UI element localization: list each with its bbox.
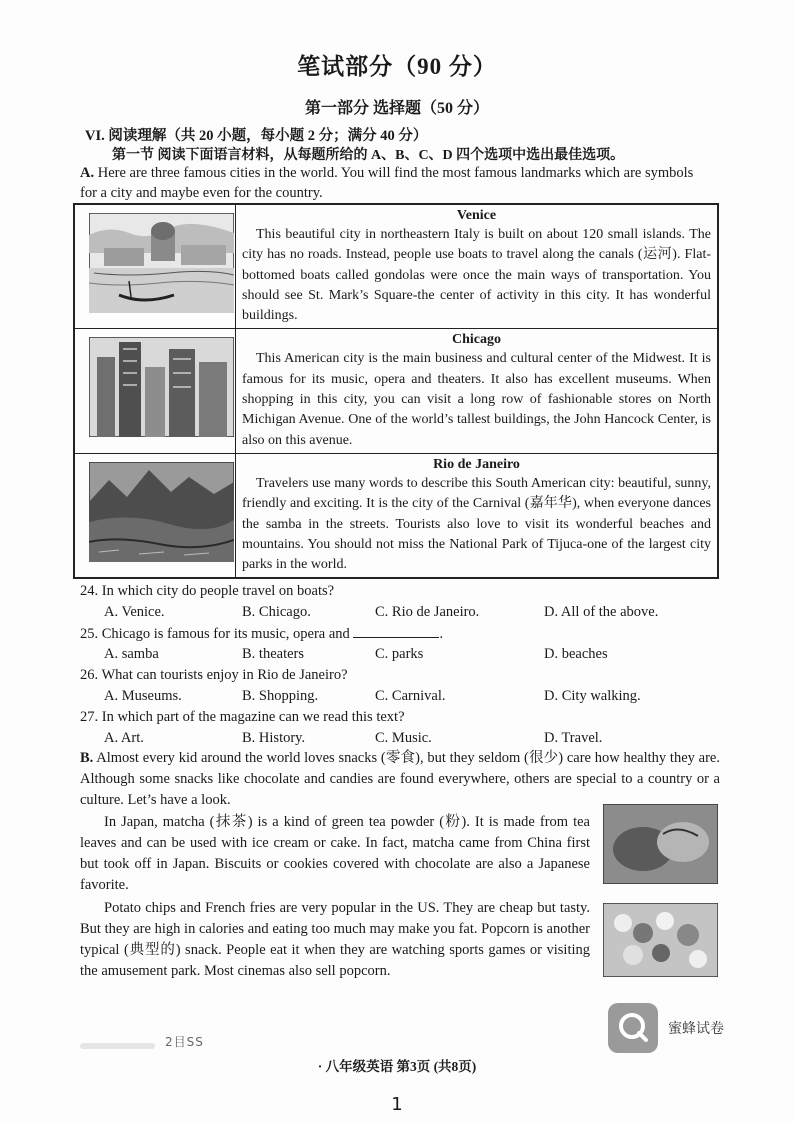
- scan-smudge-text: 2目SS: [165, 1035, 204, 1049]
- part-a-label: A.: [80, 165, 95, 181]
- city-name-chicago: Chicago: [452, 332, 501, 348]
- city-row-rio: [74, 453, 718, 578]
- question-27-stem: 27. In which part of the magazine can we read this text?: [80, 709, 405, 725]
- us-paragraph: Potato chips and French fries are very popular in the US. They are cheap but tasty. But they are high in calories and eating too much may make you fat. Popcorn is another typical (典型的) snack. People eat it when they are watching sports games or visiting the amusement park. Most cinemas also sell popcorn.: [80, 900, 590, 979]
- questions-list: [80, 581, 720, 749]
- part-a-intro: [80, 163, 710, 203]
- venice-photo-cell: [74, 204, 236, 329]
- city-row-chicago: [74, 329, 718, 453]
- page-title: 笔试部分（90 分）: [297, 54, 497, 79]
- popcorn-photo: [603, 903, 718, 977]
- city-description-rio: Travelers use many words to describe this South American city: beautiful, sunny, friendly and exciting. It is the city of the Carnival (嘉年华), when everyone dances the samba in the streets. Tourists also love to visit its wonderful beaches and mountains. You should not miss the National Park of Tijuca-one of the largest city parks in the world.: [242, 475, 711, 573]
- rio-photo: [89, 462, 234, 562]
- option-b: B. History.: [242, 730, 306, 746]
- option-d: D. beaches: [544, 646, 608, 662]
- option-a: A. Venice.: [104, 604, 165, 620]
- matcha-photo: [603, 804, 718, 884]
- question-24-options: [80, 602, 720, 623]
- option-d: D. All of the above.: [544, 604, 659, 620]
- part-one-heading: 第一部分 选择题（50 分）: [304, 100, 489, 117]
- question-26-stem: 26. What can tourists enjoy in Rio de Janeiro?: [80, 667, 348, 683]
- chicago-photo: [89, 337, 234, 437]
- option-a: A. Art.: [104, 730, 144, 746]
- option-b: B. Shopping.: [242, 688, 319, 704]
- city-description-venice: This beautiful city in northeastern Italy is built on about 120 small islands. The city has no roads. Instead, people use boats to travel along the canals (运河). Flat-bottomed boats called gondolas were once the main ways of transportation. You should see St. Mark’s Square-the center of activity in this city. It has wonderful buildings.: [242, 227, 711, 324]
- rio-photo-cell: [74, 453, 236, 578]
- city-row-venice: [74, 204, 718, 329]
- japan-paragraph: In Japan, matcha (抹茶) is a kind of green tea powder (粉). It is made from tea leaves and can be used with ice cream or cake. In fact, matcha came from China first but took off in Japan. Biscuits or cookies covered with chocolate are also a Japanese favorite.: [80, 814, 590, 893]
- question-24-stem: 24. In which city do people travel on boats?: [80, 583, 335, 599]
- venice-text-cell: [236, 204, 719, 329]
- section-instruction: 第一节 阅读下面语言材料，从每题所给的 A、B、C、D 四个选项中选出最佳选项。: [112, 148, 625, 163]
- section-heading: VI. 阅读理解（共 20 小题，每小题 2 分；满分 40 分）: [85, 128, 428, 144]
- city-name-venice: Venice: [456, 208, 497, 223]
- question-25-stem-end: .: [439, 626, 444, 642]
- part-a-intro-text: Here are three famous cities in the world. You will find the most famous landmarks which are symbols for a city and maybe even for the country.: [80, 165, 694, 201]
- app-logo-icon: [608, 1003, 658, 1053]
- option-d: D. City walking.: [544, 688, 641, 704]
- option-b: B. Chicago.: [242, 604, 311, 620]
- watermark: [608, 1003, 738, 1053]
- option-c: C. Music.: [375, 730, 432, 746]
- option-a: A. samba: [104, 646, 159, 662]
- option-c: C. parks: [375, 646, 424, 662]
- option-c: C. Rio de Janeiro.: [375, 604, 480, 620]
- question-25-stem-line: [80, 623, 720, 644]
- rio-text-cell: [236, 453, 719, 578]
- venice-photo: [89, 213, 234, 313]
- chicago-photo-cell: [74, 329, 236, 453]
- part-b-intro: [80, 748, 720, 811]
- watermark-label: 蜜蜂试卷: [668, 1021, 724, 1037]
- city-name-rio: Rio de Janeiro: [433, 456, 520, 472]
- option-c: C. Carnival.: [375, 688, 446, 704]
- question-25-options: [80, 644, 720, 665]
- question-25-stem: 25. Chicago is famous for its music, opera and: [80, 626, 350, 642]
- city-description-chicago: This American city is the main business and cultural center of the Midwest. It is famous for its music, opera and theaters. It also has excellent museums. When shopping in this city, you can visit a long row of fashionable stores on North Michigan Avenue. One of the world’s tallest buildings, the John Hancock Center, is also on this avenue.: [242, 351, 711, 448]
- answer-blank: [353, 623, 439, 638]
- page-number: 1: [391, 1094, 403, 1115]
- part-b-label: B.: [80, 750, 94, 766]
- part-b-intro-text: Almost every kid around the world loves snacks (零食), but they seldom (很少) care how healthy they are. Although some snacks like chocolate and candies are found everywhere, others are special to a country or a culture. Let’s have a look.: [80, 750, 720, 808]
- search-q-icon: [608, 1003, 658, 1053]
- question-26-options: [80, 686, 720, 707]
- option-a: A. Museums.: [104, 688, 182, 704]
- option-b: B. theaters: [242, 646, 305, 662]
- chicago-text-cell: [236, 329, 719, 453]
- question-27-options: [80, 728, 720, 749]
- scan-smudge: [80, 1043, 155, 1049]
- cities-table: [73, 203, 719, 579]
- option-d: D. Travel.: [544, 730, 603, 746]
- page-footer: · 八年级英语 第3页 (共8页): [317, 1059, 477, 1074]
